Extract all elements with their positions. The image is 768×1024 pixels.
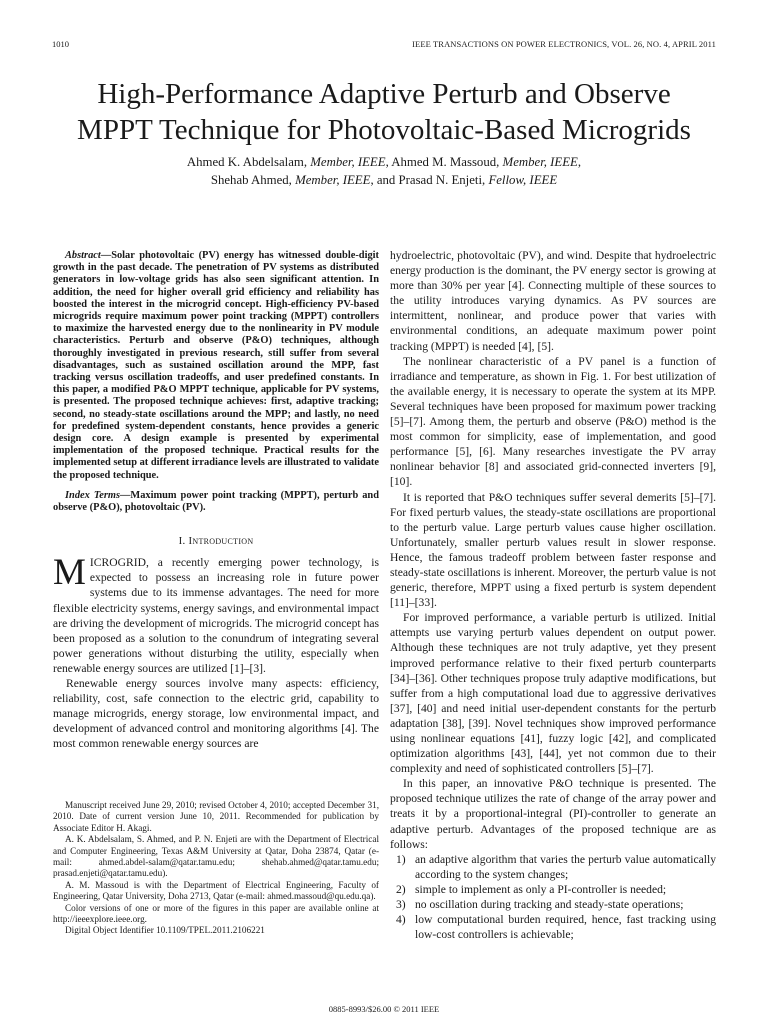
list-item-number: 2): [396, 882, 406, 896]
author-name: Shehab Ahmed,: [210, 173, 296, 187]
footnote: Color versions of one or more of the figures in this paper are available online at http://ieeexplore.ieee.org.: [53, 902, 379, 925]
section-numeral: I.: [178, 535, 189, 548]
title-line-1: High-Performance Adaptive Perturb and Observe: [97, 78, 671, 110]
author-list: [40, 153, 728, 189]
paper-title: [40, 76, 728, 148]
copyright-footer: 0885-8993/$26.00 © 2011 IEEE: [328, 1004, 440, 1014]
list-item-text: simple to implement as only a PI-controller is needed;: [415, 882, 667, 896]
footnote: A. M. Massoud is with the Department of Electrical Engineering, Faculty of Engineering, Qatar University, Doha 2713, Qatar (e-mail: ahmed.massoud@qu.edu.qa).: [53, 879, 379, 902]
author-name: , and Prasad N. Enjeti,: [370, 173, 489, 187]
author-role: Fellow, IEEE: [488, 173, 558, 187]
author-role: Member, IEEE: [310, 155, 386, 169]
drop-cap: M: [53, 552, 86, 594]
intro-paragraph-1-text: ICROGRID, a recently emerging power technology, is expected to possess an increasing role in future power systems due to its immense advantages. The need for more flexible electricity systems, energy savings, and environmental impact are driving the development of microgrids. The microgrid concept has been proposed as a solution to the conundrum of integrating several power generations without disturbing the utility, especially when renewable energy sources are utilized [1]–[3].: [53, 556, 379, 675]
abstract-label: Abstract: [65, 250, 101, 261]
abstract: [53, 250, 379, 482]
journal-header: IEEE TRANSACTIONS ON POWER ELECTRONICS, VOL. 26, NO. 4, APRIL 2011: [412, 39, 716, 49]
author-role: Member, IEEE: [502, 155, 578, 169]
index-terms-text: —Maximum power point tracking (MPPT), perturb and observe (P&O), photovoltaic (PV).: [53, 489, 379, 514]
list-item: [390, 912, 716, 942]
left-column: [53, 250, 379, 751]
list-item-number: 1): [396, 852, 406, 866]
index-terms: [53, 490, 379, 514]
body-paragraph: The nonlinear characteristic of a PV panel is a function of irradiance and temperature, as shown in Fig. 1. For best utilization of the available energy, it is necessary to operate the system at its MPP. Several techniques have been proposed for maximum power tracking [5]–[7]. Among them, the perturb and observe (P&O) method is the most common for simplicity, ease of implementation, and good performance [5], [6]. Many researches investigate the PV array nonlinear behavior [8] and associated grid-connected inverters [9], [10].: [390, 354, 716, 489]
footnote: A. K. Abdelsalam, S. Ahmed, and P. N. Enjeti are with the Department of Electrical and Computer Engineering, Texas A&M University at Qatar, Doha 23874, Qatar (e-mail: ahmed.abdel-salam@qatar.tamu.edu; shehab.ahmed@qatar.tamu.edu; prasad.enjeti@qatar.tamu.edu).: [53, 834, 379, 879]
author-role: Member, IEEE: [295, 173, 371, 187]
body-paragraph: For improved performance, a variable perturb is utilized. Initial attempts use varying perturb values dependent on output power. Although these techniques are not truly adaptive, yet they present improved performance relative to their fixed perturb counterparts [34]–[36]. Other techniques propose truly adaptive modifications, but suffer from a high computational load due to aggressive derivatives [37], [40] and need initial user-dependent constants for the perturb adaptation [38], [39]. Novel techniques show improved performance using nonlinear equations [41], fuzzy logic [42], and complicated optimization algorithms [43], [44], yet not common due to their complexity and need of sophisticated controllers [5]–[7].: [390, 611, 716, 776]
list-item: [390, 882, 716, 897]
section-title-text: Introduction: [188, 535, 254, 548]
title-line-2: MPPT Technique for Photovoltaic-Based Microgrids: [77, 114, 691, 146]
intro-paragraph-1: [53, 552, 379, 676]
list-item-number: 4): [396, 913, 406, 927]
body-paragraph: It is reported that P&O techniques suffer several demerits [5]–[7]. For fixed perturb values, the steady-state oscillations are proportional to the perturb value. Large perturb values cause higher oscillation. Unfortunately, smaller perturb values result in slower response. Hence, the famous tradeoff problem between faster response and steady-state oscillations is inherent. Moreover, the perturb value is not generic, therefore, MPPT using a fixed perturb is system dependent [11]–[33].: [390, 490, 716, 610]
intro-paragraph-2: Renewable energy sources involve many aspects: efficiency, reliability, cost, safe connection to the electric grid, capability to manage microgrids, energy storage, low environmental impact, and development of advanced control and monitoring algorithms [4]. The most common renewable energy sources are: [53, 677, 379, 751]
footnote: Digital Object Identifier 10.1109/TPEL.2011.2106221: [65, 925, 265, 936]
index-terms-label: Index Terms: [65, 489, 120, 501]
list-item: [390, 852, 716, 882]
advantages-list: [390, 852, 716, 943]
author-name: Ahmed K. Abdelsalam,: [186, 155, 311, 169]
section-heading: [53, 535, 379, 547]
footnote: Manuscript received June 29, 2010; revised October 4, 2010; accepted December 31, 2010. Date of current version June 10, 2011. Recommended for publication by Associate Editor H. Akagi.: [53, 800, 379, 833]
author-line-2: [40, 171, 728, 189]
author-separator: ,: [577, 155, 582, 169]
footnotes: [53, 800, 379, 937]
right-column: [390, 248, 716, 942]
author-line-1: [40, 153, 728, 171]
author-name: , Ahmed M. Massoud,: [385, 155, 503, 169]
body-paragraph: In this paper, an innovative P&O technique is presented. The proposed technique utilizes the rate of change of the array power and treats it by a proportional-integral (PI)-controller to generate an adaptive perturb. Advantages of the proposed technique are as follows:: [390, 777, 716, 851]
list-item-text: an adaptive algorithm that varies the perturb value automatically according to the system changes;: [415, 852, 716, 881]
page-number: 1010: [52, 39, 69, 49]
list-item-number: 3): [396, 898, 406, 912]
body-paragraph: hydroelectric, photovoltaic (PV), and wind. Despite that hydroelectric energy production is the dominant, the PV energy sector is growing at more than 30% per year [4]. Connecting multiple of these sources to the utility introduces varying dynamics. As PV sources are intermittent, nonlinear, and produce power that varies with environmental conditions, an adequate maximum power point tracking (MPPT) is needed [4], [5].: [390, 249, 716, 353]
list-item: [390, 897, 716, 912]
abstract-text: —Solar photovoltaic (PV) energy has witnessed double-digit growth in the past decade. The penetration of PV systems as distributed generators in low-voltage grids has also seen significant attention. In addition, the need for higher overall grid efficiency and reliability has boosted the interest in the microgrid concept. High-efficiency PV-based microgrids require maximum power point tracking (MPPT) controllers to maximize the harvested energy due to the nonlinearity in PV module characteristics. Perturb and observe (P&O) techniques, although thoroughly investigated in previous research, still suffer from several disadvantages, such as sustained oscillation around the MPP, fast tracking versus oscillation tradeoffs, and user predefined constants. In this paper, a modified P&O MPPT technique, applicable for PV systems, is presented. The proposed technique achieves: first, adaptive tracking; second, no steady-state oscillations around the MPP; and lastly, no need for predefined system-dependent constants, hence provides a generic design core. A design example is presented by experimental implementation of the proposed technique. Practical results for the implemented setup at different irradiance levels are illustrated to validate the proposed technique.: [53, 250, 380, 481]
list-item-text: no oscillation during tracking and steady-state operations;: [415, 898, 684, 912]
list-item-text: low computational burden required, hence, fast tracking using low-cost controllers is achievable;: [415, 913, 716, 942]
